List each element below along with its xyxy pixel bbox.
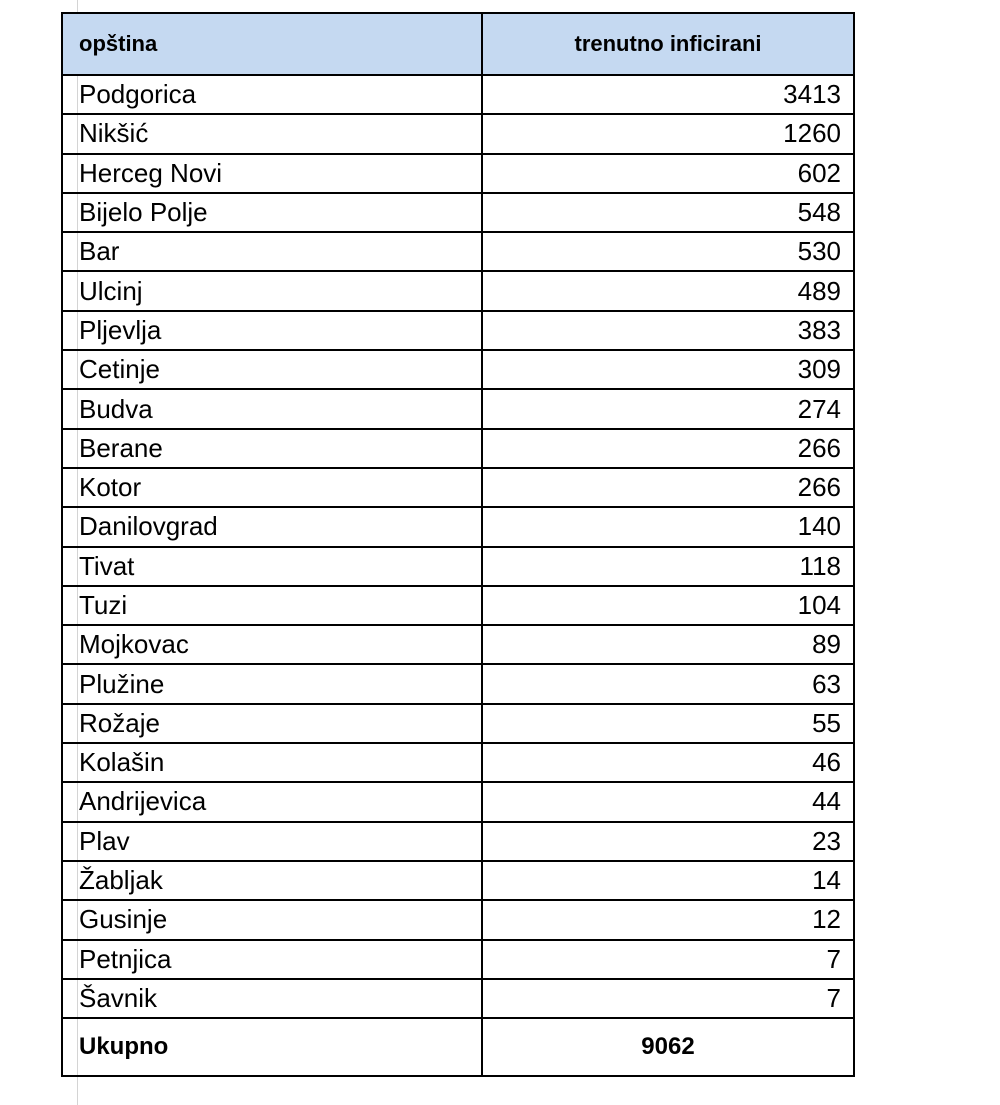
municipality-cell: Bar bbox=[62, 232, 482, 271]
table-row bbox=[62, 154, 854, 193]
table-row bbox=[62, 468, 854, 507]
table-row bbox=[62, 389, 854, 428]
infected-count-cell: 14 bbox=[482, 861, 854, 900]
municipality-cell: Danilovgrad bbox=[62, 507, 482, 546]
municipality-cell: Pljevlja bbox=[62, 311, 482, 350]
infected-count-cell: 7 bbox=[482, 940, 854, 979]
municipality-cell: Andrijevica bbox=[62, 782, 482, 821]
municipality-cell: Budva bbox=[62, 389, 482, 428]
municipality-cell: Tivat bbox=[62, 547, 482, 586]
infected-count-cell: 63 bbox=[482, 664, 854, 703]
table-row bbox=[62, 782, 854, 821]
municipality-cell: Kolašin bbox=[62, 743, 482, 782]
infected-count-cell: 530 bbox=[482, 232, 854, 271]
header-row bbox=[62, 13, 854, 75]
infected-count-cell: 309 bbox=[482, 350, 854, 389]
infected-count-cell: 104 bbox=[482, 586, 854, 625]
column-header-infected: trenutno inficirani bbox=[482, 13, 854, 75]
table-row bbox=[62, 704, 854, 743]
table-row bbox=[62, 547, 854, 586]
table-row bbox=[62, 861, 854, 900]
infected-count-cell: 46 bbox=[482, 743, 854, 782]
table-row bbox=[62, 940, 854, 979]
total-row bbox=[62, 1018, 854, 1076]
table-row bbox=[62, 75, 854, 114]
table-row bbox=[62, 625, 854, 664]
table-row bbox=[62, 822, 854, 861]
infected-count-cell: 89 bbox=[482, 625, 854, 664]
table-row bbox=[62, 507, 854, 546]
infected-count-cell: 266 bbox=[482, 429, 854, 468]
municipality-cell: Berane bbox=[62, 429, 482, 468]
infected-count-cell: 548 bbox=[482, 193, 854, 232]
municipality-cell: Kotor bbox=[62, 468, 482, 507]
municipality-cell: Plav bbox=[62, 822, 482, 861]
municipality-cell: Tuzi bbox=[62, 586, 482, 625]
infected-count-cell: 7 bbox=[482, 979, 854, 1018]
table-row bbox=[62, 586, 854, 625]
table-row bbox=[62, 350, 854, 389]
municipality-cell: Rožaje bbox=[62, 704, 482, 743]
infections-table bbox=[61, 12, 855, 1077]
municipality-cell: Mojkovac bbox=[62, 625, 482, 664]
infected-count-cell: 266 bbox=[482, 468, 854, 507]
table-row bbox=[62, 979, 854, 1018]
municipality-cell: Nikšić bbox=[62, 114, 482, 153]
infected-count-cell: 489 bbox=[482, 271, 854, 310]
table-row bbox=[62, 900, 854, 939]
municipality-cell: Cetinje bbox=[62, 350, 482, 389]
infected-count-cell: 3413 bbox=[482, 75, 854, 114]
infected-count-cell: 23 bbox=[482, 822, 854, 861]
infected-count-cell: 55 bbox=[482, 704, 854, 743]
infected-count-cell: 12 bbox=[482, 900, 854, 939]
municipality-cell: Gusinje bbox=[62, 900, 482, 939]
municipality-cell: Podgorica bbox=[62, 75, 482, 114]
municipality-cell: Bijelo Polje bbox=[62, 193, 482, 232]
total-label: Ukupno bbox=[62, 1018, 482, 1076]
infected-count-cell: 1260 bbox=[482, 114, 854, 153]
municipality-cell: Šavnik bbox=[62, 979, 482, 1018]
table-row bbox=[62, 743, 854, 782]
infected-count-cell: 274 bbox=[482, 389, 854, 428]
table-row bbox=[62, 271, 854, 310]
column-header-municipality: opština bbox=[62, 13, 482, 75]
infected-count-cell: 44 bbox=[482, 782, 854, 821]
municipality-cell: Ulcinj bbox=[62, 271, 482, 310]
table-row bbox=[62, 193, 854, 232]
table-row bbox=[62, 311, 854, 350]
table-row bbox=[62, 429, 854, 468]
total-value: 9062 bbox=[482, 1018, 854, 1076]
municipality-cell: Plužine bbox=[62, 664, 482, 703]
table-row bbox=[62, 664, 854, 703]
infected-count-cell: 602 bbox=[482, 154, 854, 193]
infected-count-cell: 383 bbox=[482, 311, 854, 350]
municipality-cell: Petnjica bbox=[62, 940, 482, 979]
infected-count-cell: 140 bbox=[482, 507, 854, 546]
municipality-cell: Žabljak bbox=[62, 861, 482, 900]
infected-count-cell: 118 bbox=[482, 547, 854, 586]
municipality-cell: Herceg Novi bbox=[62, 154, 482, 193]
table-row bbox=[62, 114, 854, 153]
table-row bbox=[62, 232, 854, 271]
table-body bbox=[62, 75, 854, 1018]
